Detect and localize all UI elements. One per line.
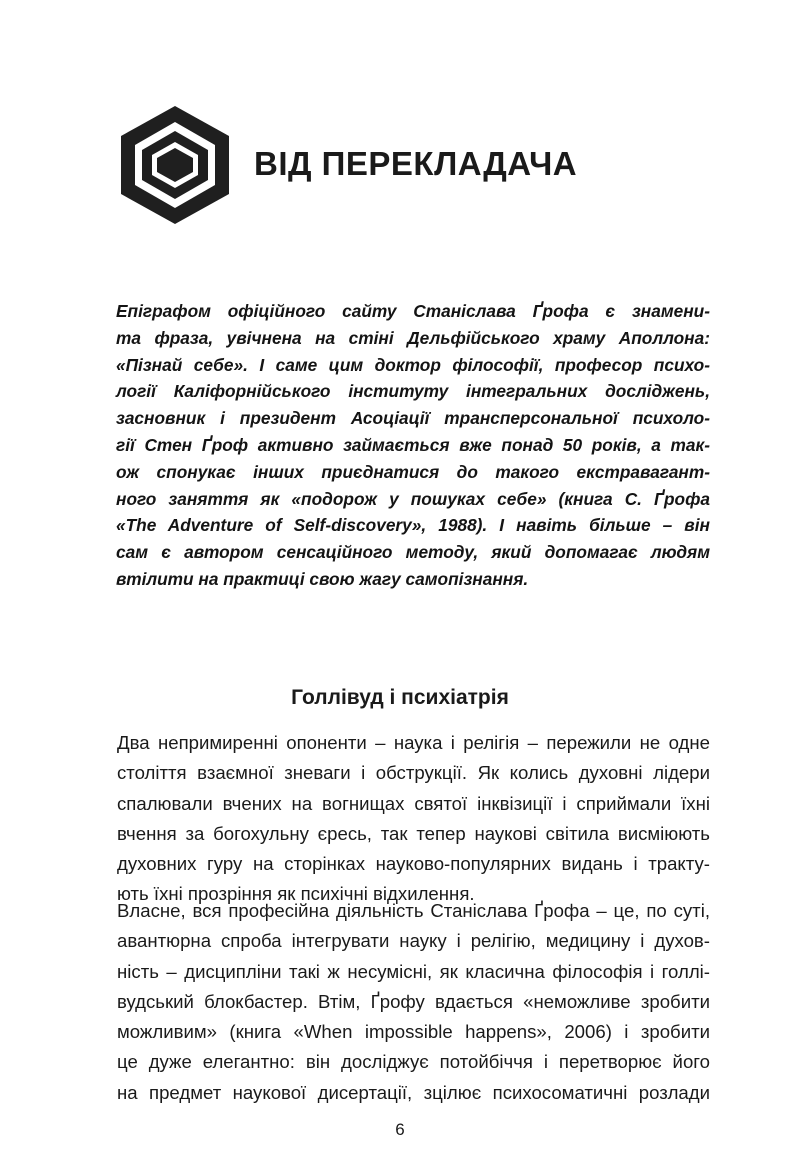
chapter-title: ВІД ПЕРЕКЛАДАЧА xyxy=(254,145,578,182)
paragraph-line: вудський блокбастер. Втім, Ґрофу вдається «неможливе зробити xyxy=(117,990,710,1012)
paragraph-line: століття взаємної зневаги і обструкції. Як колись духовні лідери xyxy=(117,762,710,784)
epigraph xyxy=(116,298,710,593)
paragraph-line: авантюрна спроба інтегрувати науку і релігію, медицину і духов- xyxy=(117,930,710,952)
epigraph-line: «Пізнай себе». І саме цим доктор філософії, професор психо- xyxy=(116,354,710,375)
paragraph-line: ють їхні прозріння як психічні відхилення. xyxy=(117,883,475,905)
paragraph-line: це дуже елегантно: він досліджує потойбіччя і перетворює його xyxy=(117,1051,710,1073)
epigraph-line: та фраза, увічнена на стіні Дельфійського храму Аполлона: xyxy=(116,327,710,348)
epigraph-line: логії Каліфорнійського інституту інтегральних досліджень, xyxy=(116,381,710,402)
epigraph-line: втілити на практиці свою жагу самопізнання. xyxy=(116,568,529,589)
epigraph-line: Епіграфом офіційного сайту Станіслава Ґрофа є знамени- xyxy=(116,301,710,321)
epigraph-line: засновник і президент Асоціації трансперсональної психоло- xyxy=(116,408,710,429)
paragraph-line: Власне, вся професійна діяльність Станіслава Ґрофа – це, по суті, xyxy=(117,900,710,921)
epigraph-line: сам є автором сенсаційного методу, який допомагає людям xyxy=(116,542,710,563)
section-title: Голлівуд і психіатрія xyxy=(291,686,509,709)
paragraph-line: вчення за богохульну єресь, так тепер наукові світила висміюють xyxy=(117,822,710,844)
hexagon-logo-icon xyxy=(117,103,233,227)
epigraph-line: ож спонукає інших приєднатися до такого екстравагант- xyxy=(116,461,710,482)
epigraph-line: гії Стен Ґроф активно займається вже понад 50 років, а так- xyxy=(116,434,710,455)
paragraph-line: на предмет наукової дисертації, зцілює психосоматичні розлади xyxy=(117,1081,710,1103)
paragraph-line: ність – дисципліни такі ж несумісні, як класична філософія і голлі- xyxy=(117,960,710,982)
paragraph-line: можливим» (книга «When impossible happens», 2006) і зробити xyxy=(117,1021,710,1043)
chapter-header xyxy=(117,103,717,228)
epigraph-line: «The Adventure of Self-discovery», 1988). І навіть більше – він xyxy=(116,515,710,536)
paragraph-line: Два непримиренні опоненти – наука і релігія – пережили не одне xyxy=(117,732,710,753)
paragraph-line: духовних гуру на сторінках науково-популярних видань і тракту- xyxy=(117,853,710,875)
body-paragraph xyxy=(117,896,710,1108)
epigraph-line: ного заняття як «подорож у пошуках себе» (книга С. Ґрофа xyxy=(116,488,710,509)
body-paragraph xyxy=(117,728,710,910)
page-number: 6 xyxy=(395,1120,405,1139)
paragraph-line: спалювали вчених на вогнищах святої інквізиції і сприймали їхні xyxy=(117,792,710,814)
